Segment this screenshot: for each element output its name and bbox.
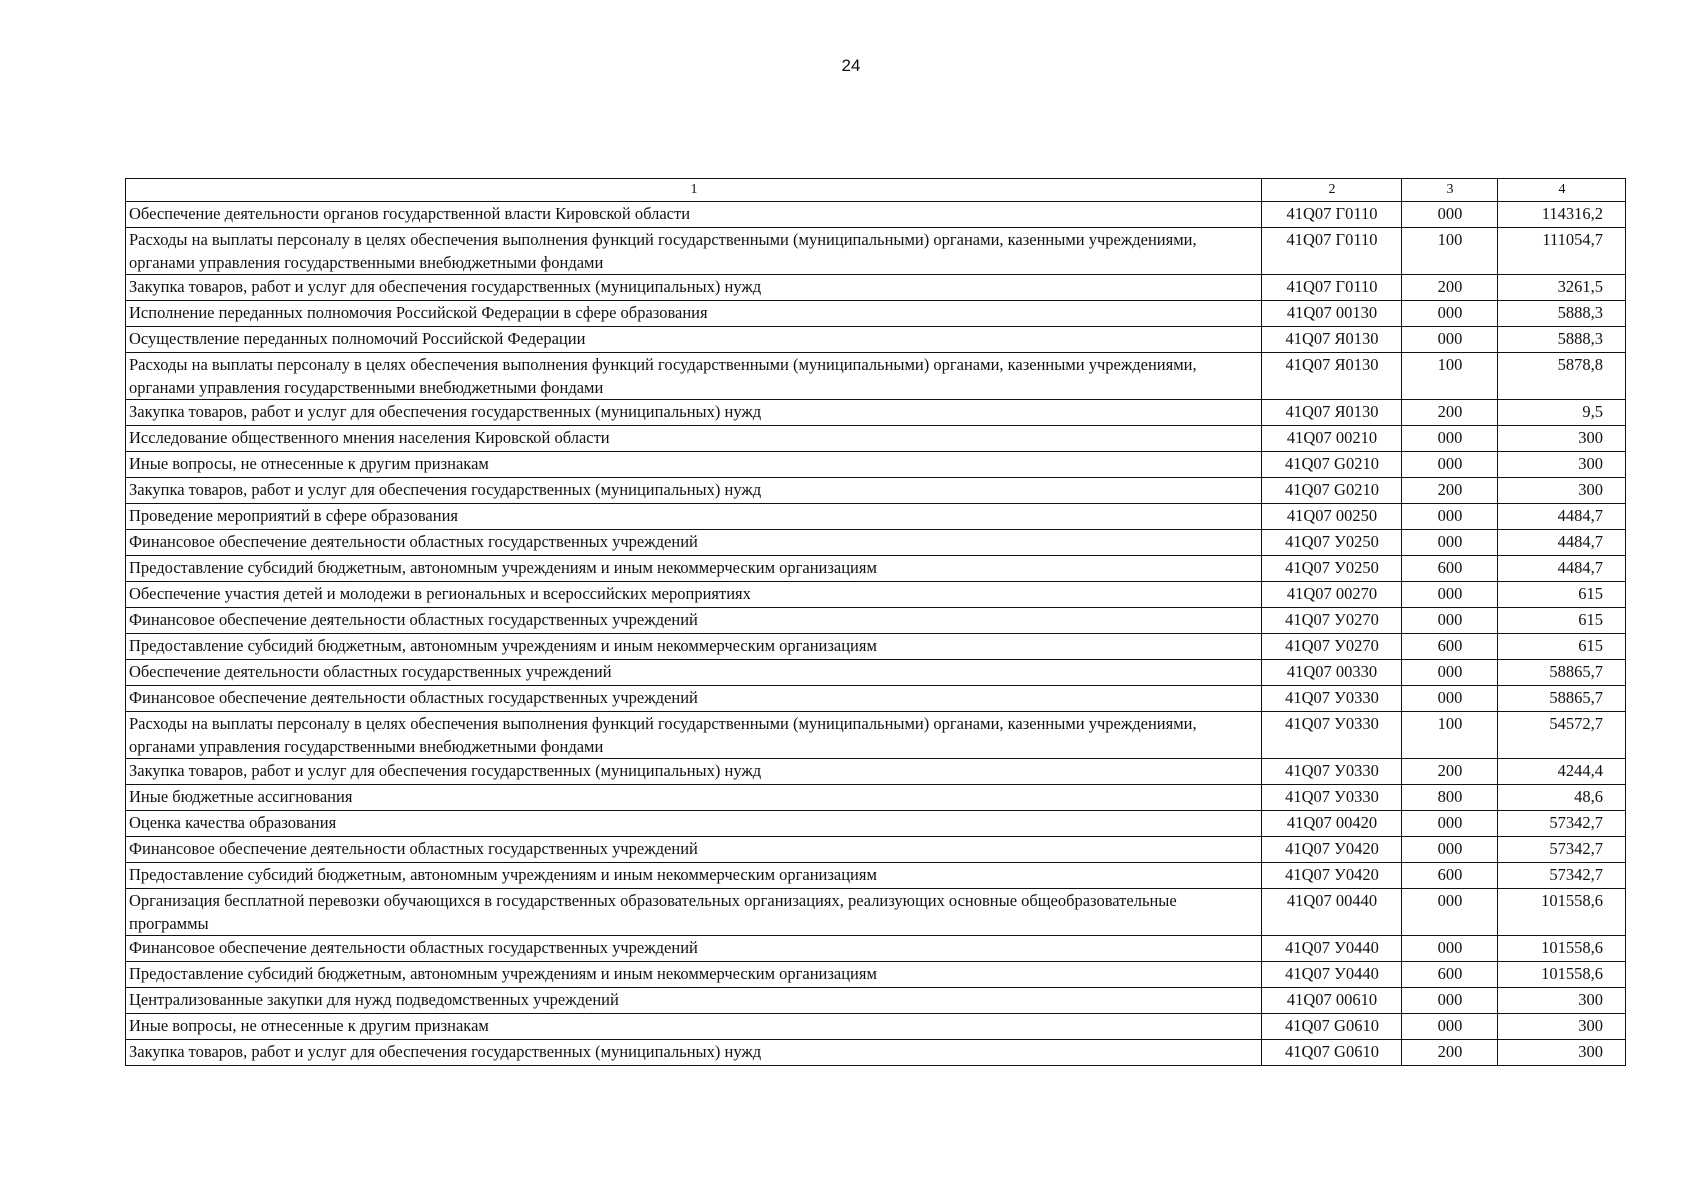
- cell-name: Предоставление субсидий бюджетным, автономным учреждениям и иным некоммерческим организациям: [126, 962, 1262, 988]
- cell-sum: 5888,3: [1498, 327, 1626, 353]
- cell-sum: 101558,6: [1498, 936, 1626, 962]
- cell-name: Централизованные закупки для нужд подведомственных учреждений: [126, 988, 1262, 1014]
- cell-name: Проведение мероприятий в сфере образования: [126, 504, 1262, 530]
- table-row: [126, 712, 1626, 759]
- cell-sum: 101558,6: [1498, 889, 1626, 936]
- cell-sum: 57342,7: [1498, 863, 1626, 889]
- cell-type: 000: [1402, 1014, 1498, 1040]
- table-row: [126, 660, 1626, 686]
- cell-sum: 4244,4: [1498, 759, 1626, 785]
- cell-code: 41Q07 У0330: [1262, 759, 1402, 785]
- cell-code: 41Q07 У0250: [1262, 556, 1402, 582]
- cell-code: 41Q07 У0330: [1262, 785, 1402, 811]
- cell-sum: 300: [1498, 1040, 1626, 1066]
- page-number: 24: [841, 56, 861, 75]
- cell-code: 41Q07 У0440: [1262, 962, 1402, 988]
- table-row: [126, 889, 1626, 936]
- cell-type: 000: [1402, 660, 1498, 686]
- cell-code: 41Q07 00440: [1262, 889, 1402, 936]
- cell-code: 41Q07 G0610: [1262, 1014, 1402, 1040]
- cell-code: 41Q07 00270: [1262, 582, 1402, 608]
- cell-code: 41Q07 У0420: [1262, 837, 1402, 863]
- cell-sum: 615: [1498, 582, 1626, 608]
- cell-type: 100: [1402, 712, 1498, 759]
- cell-type: 200: [1402, 478, 1498, 504]
- cell-sum: 4484,7: [1498, 556, 1626, 582]
- cell-type: 000: [1402, 301, 1498, 327]
- cell-code: 41Q07 00210: [1262, 426, 1402, 452]
- cell-type: 000: [1402, 452, 1498, 478]
- table-row: [126, 556, 1626, 582]
- cell-sum: 4484,7: [1498, 504, 1626, 530]
- cell-sum: 300: [1498, 478, 1626, 504]
- cell-sum: 58865,7: [1498, 686, 1626, 712]
- cell-name: Финансовое обеспечение деятельности областных государственных учреждений: [126, 936, 1262, 962]
- table-row: [126, 426, 1626, 452]
- cell-code: 41Q07 Г0110: [1262, 228, 1402, 275]
- cell-name: Предоставление субсидий бюджетным, автономным учреждениям и иным некоммерческим организациям: [126, 863, 1262, 889]
- cell-code: 41Q07 G0210: [1262, 452, 1402, 478]
- cell-sum: 54572,7: [1498, 712, 1626, 759]
- cell-name: Иные вопросы, не отнесенные к другим признакам: [126, 1014, 1262, 1040]
- cell-sum: 57342,7: [1498, 811, 1626, 837]
- cell-type: 600: [1402, 962, 1498, 988]
- table-row: [126, 504, 1626, 530]
- cell-sum: 615: [1498, 634, 1626, 660]
- table-row: [126, 1014, 1626, 1040]
- cell-name: Закупка товаров, работ и услуг для обеспечения государственных (муниципальных) нужд: [126, 275, 1262, 301]
- cell-sum: 58865,7: [1498, 660, 1626, 686]
- table-row: [126, 301, 1626, 327]
- table-header-row: [126, 179, 1626, 202]
- cell-type: 200: [1402, 400, 1498, 426]
- cell-name: Иные вопросы, не отнесенные к другим признакам: [126, 452, 1262, 478]
- cell-name: Расходы на выплаты персоналу в целях обеспечения выполнения функций государственными (муниципальными) органами, казенными учреждениями, органами управления государственными внебюджетными фондами: [126, 228, 1262, 275]
- cell-name: Закупка товаров, работ и услуг для обеспечения государственных (муниципальных) нужд: [126, 478, 1262, 504]
- cell-type: 000: [1402, 686, 1498, 712]
- table-row: [126, 228, 1626, 275]
- table-row: [126, 582, 1626, 608]
- cell-name: Финансовое обеспечение деятельности областных государственных учреждений: [126, 686, 1262, 712]
- cell-name: Финансовое обеспечение деятельности областных государственных учреждений: [126, 608, 1262, 634]
- cell-sum: 114316,2: [1498, 202, 1626, 228]
- cell-code: 41Q07 Г0110: [1262, 202, 1402, 228]
- cell-type: 200: [1402, 1040, 1498, 1066]
- cell-name: Расходы на выплаты персоналу в целях обеспечения выполнения функций государственными (муниципальными) органами, казенными учреждениями, органами управления государственными внебюджетными фондами: [126, 712, 1262, 759]
- cell-type: 200: [1402, 275, 1498, 301]
- cell-sum: 57342,7: [1498, 837, 1626, 863]
- cell-code: 41Q07 00130: [1262, 301, 1402, 327]
- cell-type: 800: [1402, 785, 1498, 811]
- cell-type: 000: [1402, 811, 1498, 837]
- cell-name: Оценка качества образования: [126, 811, 1262, 837]
- table-row: [126, 353, 1626, 400]
- table-row: [126, 759, 1626, 785]
- cell-type: 200: [1402, 759, 1498, 785]
- cell-name: Исследование общественного мнения населения Кировской области: [126, 426, 1262, 452]
- table-row: [126, 785, 1626, 811]
- header-cell-type: 3: [1402, 179, 1498, 202]
- cell-type: 000: [1402, 530, 1498, 556]
- cell-type: 000: [1402, 327, 1498, 353]
- cell-sum: 300: [1498, 452, 1626, 478]
- cell-code: 41Q07 G0210: [1262, 478, 1402, 504]
- cell-sum: 5888,3: [1498, 301, 1626, 327]
- cell-name: Обеспечение деятельности органов государственной власти Кировской области: [126, 202, 1262, 228]
- cell-type: 600: [1402, 634, 1498, 660]
- cell-code: 41Q07 У0330: [1262, 712, 1402, 759]
- cell-name: Обеспечение участия детей и молодежи в региональных и всероссийских мероприятиях: [126, 582, 1262, 608]
- table-row: [126, 962, 1626, 988]
- cell-type: 100: [1402, 228, 1498, 275]
- table-row: [126, 837, 1626, 863]
- cell-sum: 300: [1498, 988, 1626, 1014]
- cell-type: 000: [1402, 608, 1498, 634]
- table-row: [126, 988, 1626, 1014]
- cell-type: 600: [1402, 556, 1498, 582]
- header-cell-name: 1: [126, 179, 1262, 202]
- header-cell-sum: 4: [1498, 179, 1626, 202]
- cell-type: 000: [1402, 988, 1498, 1014]
- cell-name: Осуществление переданных полномочий Российской Федерации: [126, 327, 1262, 353]
- cell-code: 41Q07 00250: [1262, 504, 1402, 530]
- cell-code: 41Q07 У0330: [1262, 686, 1402, 712]
- cell-code: 41Q07 У0270: [1262, 634, 1402, 660]
- header-cell-code: 2: [1262, 179, 1402, 202]
- cell-sum: 615: [1498, 608, 1626, 634]
- cell-code: 41Q07 Я0130: [1262, 353, 1402, 400]
- table-row: [126, 608, 1626, 634]
- table-row: [126, 811, 1626, 837]
- table-row: [126, 202, 1626, 228]
- cell-name: Организация бесплатной перевозки обучающихся в государственных образовательных организациях, реализующих основные общеобразовательные программы: [126, 889, 1262, 936]
- cell-type: 000: [1402, 426, 1498, 452]
- cell-code: 41Q07 Я0130: [1262, 400, 1402, 426]
- table-row: [126, 936, 1626, 962]
- budget-table: [125, 178, 1626, 1066]
- cell-sum: 300: [1498, 426, 1626, 452]
- cell-sum: 48,6: [1498, 785, 1626, 811]
- cell-code: 41Q07 Г0110: [1262, 275, 1402, 301]
- cell-type: 000: [1402, 504, 1498, 530]
- cell-name: Закупка товаров, работ и услуг для обеспечения государственных (муниципальных) нужд: [126, 1040, 1262, 1066]
- table-row: [126, 400, 1626, 426]
- cell-type: 000: [1402, 582, 1498, 608]
- table-row: [126, 863, 1626, 889]
- cell-sum: 3261,5: [1498, 275, 1626, 301]
- cell-type: 000: [1402, 837, 1498, 863]
- cell-name: Обеспечение деятельности областных государственных учреждений: [126, 660, 1262, 686]
- table-row: [126, 686, 1626, 712]
- table-row: [126, 1040, 1626, 1066]
- cell-name: Предоставление субсидий бюджетным, автономным учреждениям и иным некоммерческим организациям: [126, 556, 1262, 582]
- cell-sum: 101558,6: [1498, 962, 1626, 988]
- table-row: [126, 478, 1626, 504]
- cell-name: Финансовое обеспечение деятельности областных государственных учреждений: [126, 530, 1262, 556]
- cell-name: Финансовое обеспечение деятельности областных государственных учреждений: [126, 837, 1262, 863]
- cell-code: 41Q07 00330: [1262, 660, 1402, 686]
- budget-table-body: [126, 179, 1626, 1066]
- cell-sum: 9,5: [1498, 400, 1626, 426]
- cell-code: 41Q07 00420: [1262, 811, 1402, 837]
- cell-name: Иные бюджетные ассигнования: [126, 785, 1262, 811]
- cell-code: 41Q07 У0440: [1262, 936, 1402, 962]
- table-row: [126, 275, 1626, 301]
- cell-type: 000: [1402, 202, 1498, 228]
- cell-code: 41Q07 У0250: [1262, 530, 1402, 556]
- cell-name: Предоставление субсидий бюджетным, автономным учреждениям и иным некоммерческим организациям: [126, 634, 1262, 660]
- cell-type: 000: [1402, 889, 1498, 936]
- cell-type: 000: [1402, 936, 1498, 962]
- cell-name: Закупка товаров, работ и услуг для обеспечения государственных (муниципальных) нужд: [126, 759, 1262, 785]
- cell-name: Расходы на выплаты персоналу в целях обеспечения выполнения функций государственными (муниципальными) органами, казенными учреждениями, органами управления государственными внебюджетными фондами: [126, 353, 1262, 400]
- cell-code: 41Q07 Я0130: [1262, 327, 1402, 353]
- cell-code: 41Q07 У0420: [1262, 863, 1402, 889]
- cell-name: Исполнение переданных полномочия Российской Федерации в сфере образования: [126, 301, 1262, 327]
- table-row: [126, 530, 1626, 556]
- cell-code: 41Q07 G0610: [1262, 1040, 1402, 1066]
- cell-type: 100: [1402, 353, 1498, 400]
- cell-code: 41Q07 У0270: [1262, 608, 1402, 634]
- cell-type: 600: [1402, 863, 1498, 889]
- cell-sum: 4484,7: [1498, 530, 1626, 556]
- cell-code: 41Q07 00610: [1262, 988, 1402, 1014]
- cell-sum: 111054,7: [1498, 228, 1626, 275]
- cell-sum: 5878,8: [1498, 353, 1626, 400]
- table-row: [126, 634, 1626, 660]
- cell-name: Закупка товаров, работ и услуг для обеспечения государственных (муниципальных) нужд: [126, 400, 1262, 426]
- table-row: [126, 327, 1626, 353]
- cell-sum: 300: [1498, 1014, 1626, 1040]
- table-row: [126, 452, 1626, 478]
